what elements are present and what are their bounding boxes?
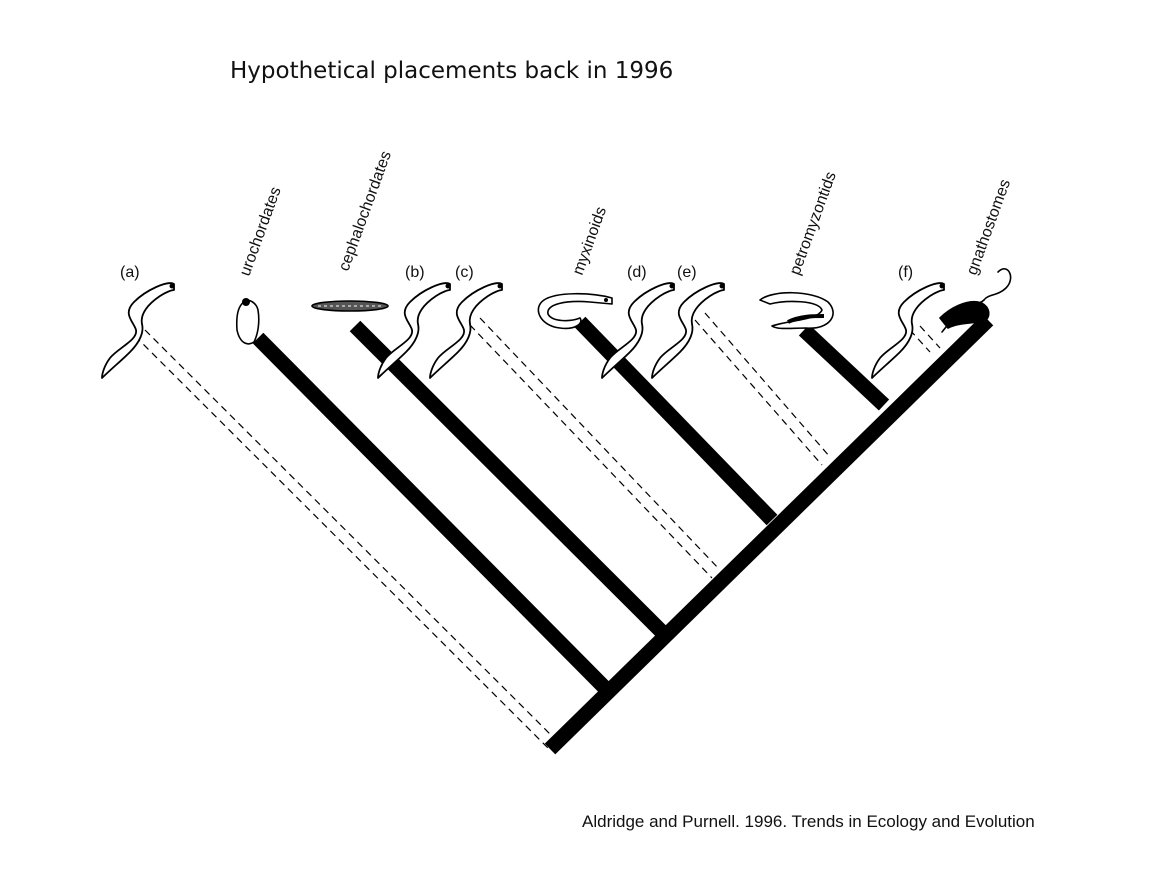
taxon-label-myxinoids: myxinoids [569,204,611,278]
slide-title: Hypothetical placements back in 1996 [230,58,674,84]
urochordate-icon [237,298,259,344]
taxon-label-cephalochordates: cephalochordates [335,148,395,274]
hypothesis-label-a: (a) [120,264,140,281]
conodont-icon-e [652,283,725,378]
taxon-label-petromyzontids: petromyzontids [786,169,840,278]
hypothesis-label-c: (c) [455,264,474,281]
myxinoid-icon [538,294,612,329]
hypothesis-label-b: (b) [405,264,425,281]
taxon-label-urochordates: urochordates [236,184,285,279]
hypothesis-label-f: (f) [898,264,914,281]
branch-petromyzontids [804,330,884,405]
hypothesis-label-e: (e) [677,264,697,281]
branch-urochordates [258,338,606,689]
cephalochordate-icon [312,301,388,311]
hypothesis-dash-a [135,330,556,748]
branch-main-stem [550,320,988,749]
petromyzontid-icon [760,293,833,329]
taxon-label-gnathostomes: gnathostomes [963,177,1015,278]
hypothesis-dash-c [470,318,720,578]
gnathostome-icon [940,269,1011,332]
citation: Aldridge and Purnell. 1996. Trends in Ecology and Evolution [582,812,1035,831]
hypothesis-label-d: (d) [627,264,647,281]
hypothesis-dash-f [910,326,940,352]
